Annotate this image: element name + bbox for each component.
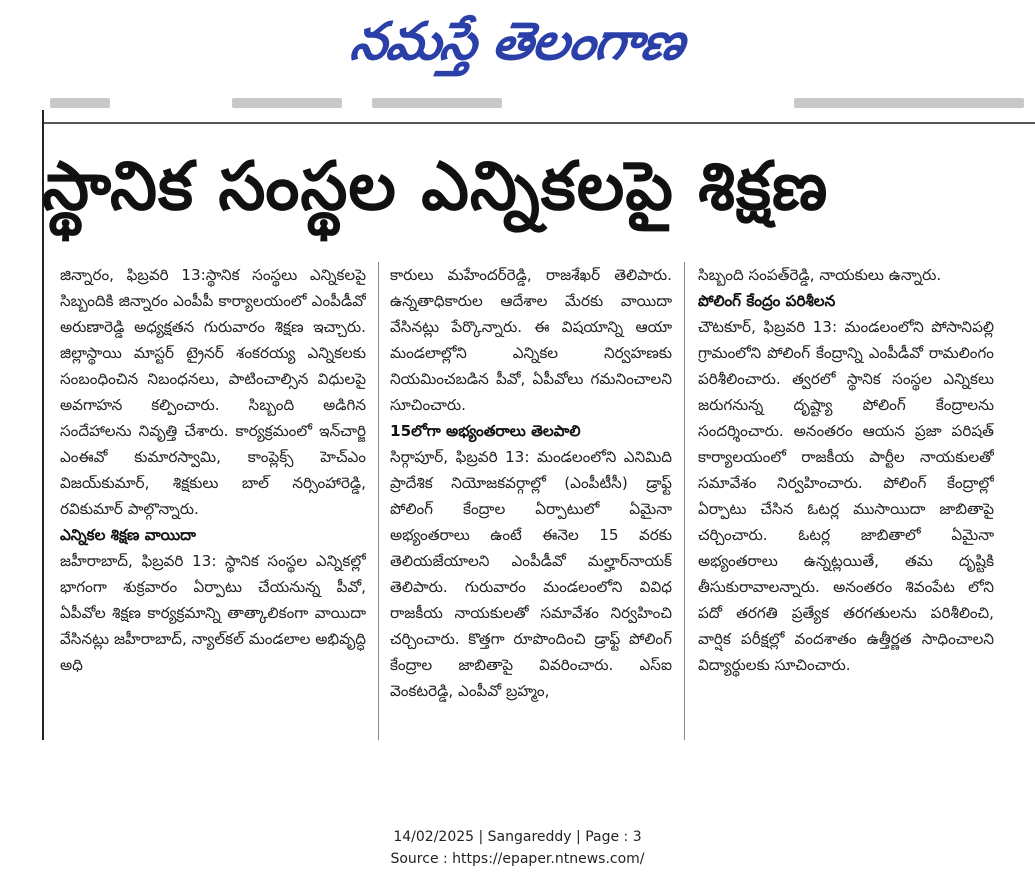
column-2 (390, 262, 672, 742)
paragraph: సిబ్బంది సంపత్‌రెడ్డి, నాయకులు ఉన్నారు. (698, 266, 942, 284)
footer-date-edition: 14/02/2025 | Sangareddy | Page : 3 (393, 829, 642, 845)
footer-source: Source : https://epaper.ntnews.com/ (390, 851, 645, 867)
paragraph: కారులు మహేందర్‌రెడ్డి, రాజశేఖర్ తెలిపారు. ఉన్నతాధికారుల ఆదేశాల మేరకు వాయిదా వేసినట్లు పేర్కొన్నారు. ఈ విషయాన్ని ఆయా మండలాల్లోని ఎన్నికల నిర్వహణకు నియమించబడిన పీవో, ఏపీవోలు గమనించాలని సూచించారు. (390, 266, 672, 414)
column-divider (684, 262, 685, 740)
subheading: ఎన్నికల శిక్షణ వాయిదా (60, 526, 196, 544)
headline: స్థానిక సంస్థల ఎన్నికలపై శిక్షణ (42, 147, 829, 225)
column-1 (60, 262, 366, 742)
newspaper-logo: నమస్తే తెలంగాణ (346, 12, 689, 72)
paragraph: సిర్గాపూర్, ఫిబ్రవరి 13: మండలంలోని ఎనిమిది ప్రాదేశిక నియోజకవర్గాల్లో (ఎంపీటీసీ) డ్రాఫ్ట్ పోలింగ్ కేంద్రాల ఏర్పాటులో ఏమైనా అభ్యంతరాలు ఉంటే ఈనెల 15 వరకు తెలియజేయాలని ఎంపీడీవో మల్హార్‌నాయక్ తెలిపారు. గురువారం మండలంలోని వివిధ రాజకీయ నాయకులతో సమావేశం నిర్వహించి చర్చించారు. కొత్తగా రూపొందించి డ్రాఫ్ట్ పోలింగ్ కేంద్రాల జాబితాపై వివరించారు. ఎస్ఐ వెంకటరెడ్డి, ఎంపీవో బ్రహ్మం, (390, 448, 672, 700)
subheading: పోలింగ్ కేంద్రం పరిశీలన (698, 292, 836, 310)
column-3 (698, 262, 994, 742)
paragraph: జిన్నారం, ఫిబ్రవరి 13:స్థానిక సంస్థలు ఎన్నికలపై సిబ్బందికి జిన్నారం ఎంపీపీ కార్యాలయంలో ఎంపీడీవో అరుణారెడ్డి అధ్యక్షతన గురువారం శిక్షణ ఇచ్చారు. జిల్లాస్థాయి మాస్టర్ ట్రైనర్ శంకరయ్య ఎన్నికలకు సంబంధించిన నిబంధనలు, పాటించాల్సిన విధులపై అవగాహన కల్పించారు. సిబ్బంది అడిగిన సందేహాలను నివృత్తి చేశారు. కార్యక్రమంలో ఇన్‌చార్జి ఎంఈవో కుమారస్వామి, కాంప్లెక్స్ హెచ్‌ఎం విజయ్‌కుమార్, శిక్షకులు బాల్ నర్సింహారెడ్డి, రవికుమార్ పాల్గొన్నారు. (60, 266, 366, 518)
footer (0, 826, 1035, 870)
paragraph: చౌటకూర్, ఫిబ్రవరి 13: మండలంలోని పోసానిపల్లి గ్రామంలోని పోలింగ్ కేంద్రాన్ని ఎంపీడీవో రామలింగం పరిశీలించారు. త్వరలో స్థానిక సంస్థల ఎన్నికలు జరుగనున్న దృష్ట్యా పోలింగ్ కేంద్రాలను సందర్శించారు. అనంతరం ఆయన ప్రజా పరిషత్ కార్యాలయంలో రాజకీయ పార్టీల నాయకులతో సమావేశం నిర్వహించారు. పోలింగ్ కేంద్రాల్లో ఏర్పాటు చేసిన ఓటర్ల ముసాయిదా జాబితాపై చర్చించారు. ఓటర్ల జాబితాలో ఏమైనా అభ్యంతరాలు ఉన్నట్లయితే, తమ దృష్టికి తీసుకురావాలన్నారు. అనంతరం శివంపేట లోని పదో తరగతి ప్రత్యేక తరగతులను పరిశీలించి, వార్షిక పరీక్షల్లో వందశాతం ఉత్తీర్ణత సాధించాలని విద్యార్థులకు సూచించారు. (698, 318, 994, 674)
masthead (0, 2, 1035, 86)
subheading: 15లోగా అభ్యంతరాలు తెలపాలి (390, 422, 581, 440)
cut-text-fragments (42, 98, 1035, 110)
top-rule (42, 122, 1035, 124)
paragraph: జహీరాబాద్, ఫిబ్రవరి 13: స్థానిక సంస్థల ఎన్నికల్లో భాగంగా శుక్రవారం ఏర్పాటు చేయనున్న పీవో, ఏపీవోల శిక్షణ కార్యక్రమాన్ని తాత్కాలికంగా వాయిదా వేసినట్లు జహీరాబాద్, న్యాల్‌కల్ మండలాల అభివృద్ధి అధి (60, 552, 366, 674)
column-divider (378, 262, 379, 740)
